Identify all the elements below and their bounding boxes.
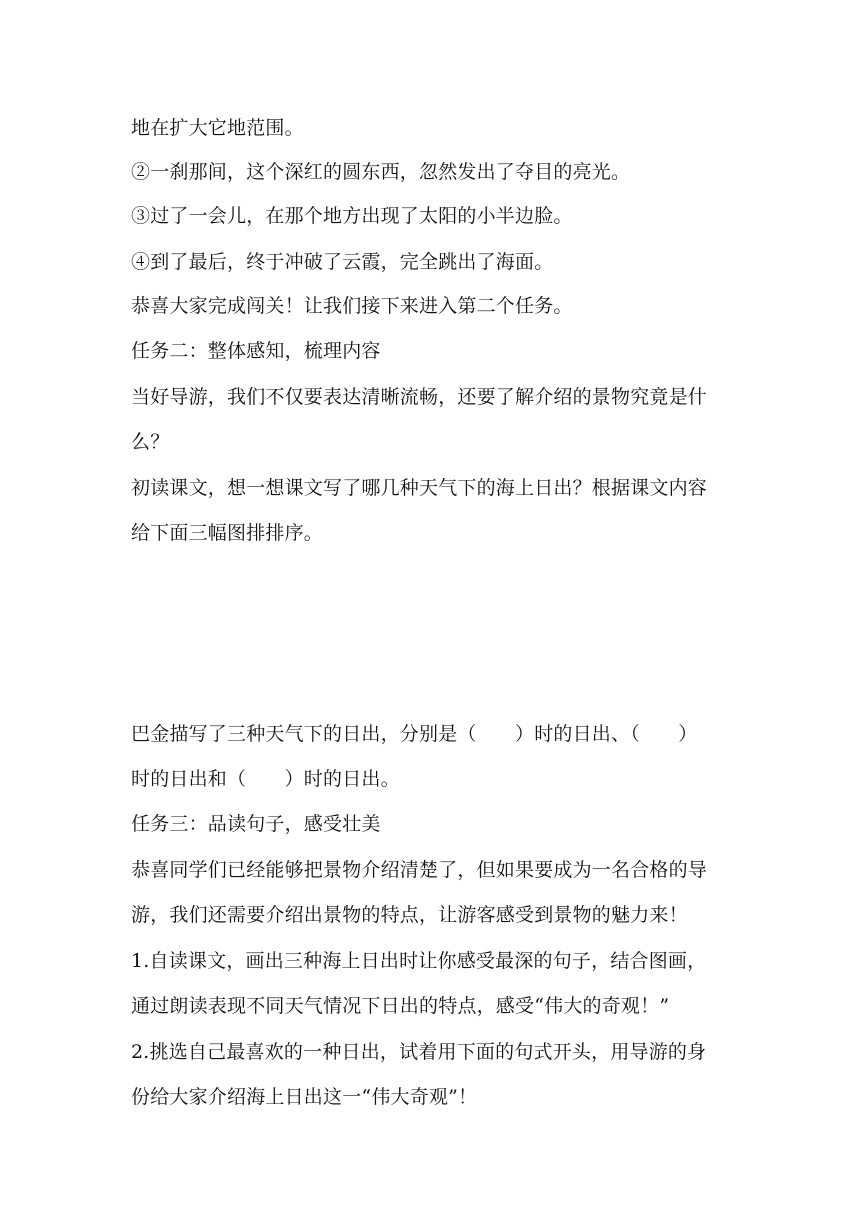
text-line-step-2: ②一刹那间，这个深红的圆东西，忽然发出了夺目的亮光。 (131, 161, 631, 183)
task-three-intro-line-2: 游，我们还需要介绍出景物的特点，让游客感受到景物的魅力来！ (131, 904, 688, 926)
task-two-heading: 任务二：整体感知，梳理内容 (131, 340, 381, 362)
fill-in-blank-line-1: 巴金描写了三种天气下的日出，分别是（ ）时的日出、（ ） (131, 723, 698, 745)
task-three-intro-line-1: 恭喜同学们已经能够把景物介绍清楚了，但如果要成为一名合格的导 (131, 859, 708, 881)
task-three-heading: 任务三：品读句子，感受壮美 (131, 813, 381, 835)
text-line-step-3: ③过了一会儿，在那个地方出现了太阳的小半边脸。 (131, 205, 573, 227)
task-three-item-2-line-1: 2.挑选自己最喜欢的一种日出，试着用下面的句式开头，用导游的身 (131, 1041, 707, 1063)
task-three-item-2-line-2: 份给大家介绍海上日出这一“伟大奇观”！ (131, 1086, 478, 1108)
text-line-continuation: 地在扩大它地范围。 (131, 117, 304, 139)
task-three-item-1-line-2: 通过朗读表现不同天气情况下日出的特点，感受“伟大的奇观！” (131, 995, 670, 1017)
task-two-intro-line-1: 当好导游，我们不仅要表达清晰流畅，还要了解介绍的景物究竟是什 (131, 386, 708, 408)
task-three-item-1-line-1: 1.自读课文，画出三种海上日出时让你感受最深的句子，结合图画， (131, 950, 707, 972)
task-two-question-line-2: 给下面三幅图排排序。 (131, 522, 324, 544)
task-two-question-line-1: 初读课文，想一想课文写了哪几种天气下的海上日出？根据课文内容 (131, 477, 708, 499)
text-line-step-4: ④到了最后，终于冲破了云霞，完全跳出了海面。 (131, 251, 554, 273)
fill-in-blank-line-2: 时的日出和（ ）时的日出。 (131, 768, 400, 790)
text-line-congrats: 恭喜大家完成闯关！让我们接下来进入第二个任务。 (131, 295, 573, 317)
task-two-intro-line-2: 么？ (131, 431, 170, 453)
